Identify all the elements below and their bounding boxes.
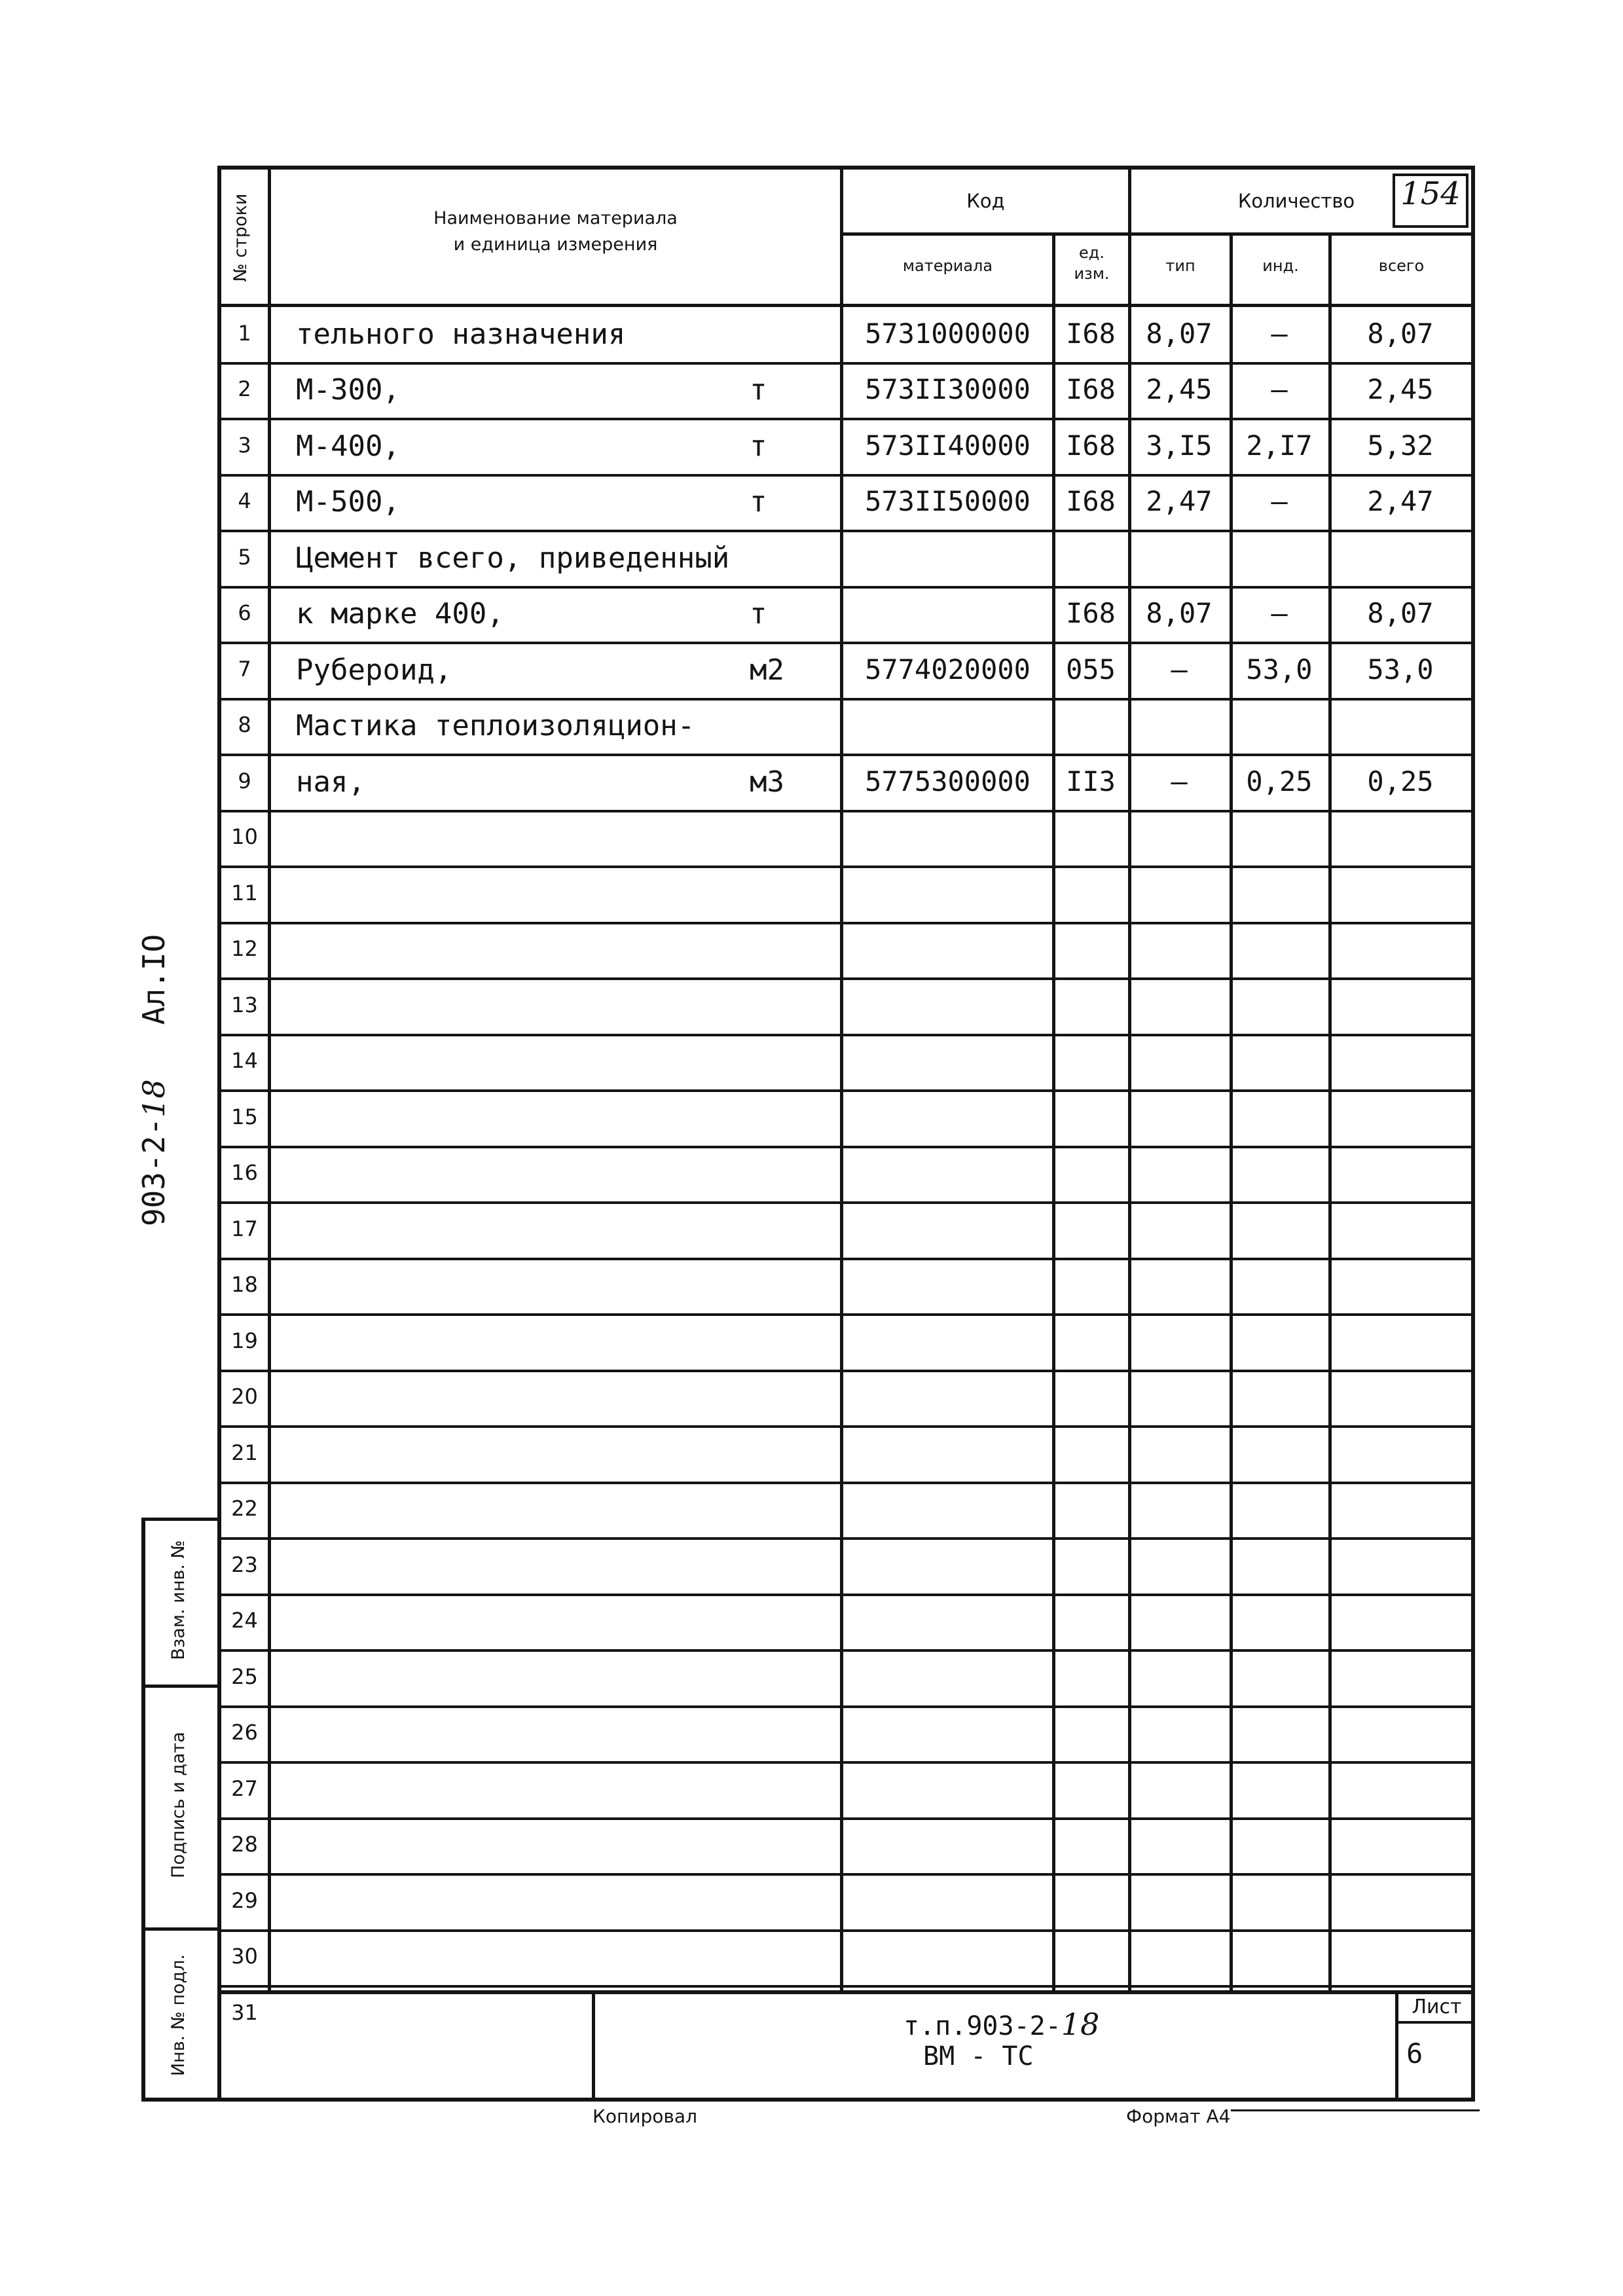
cell-ind: 2,I7 [1246,429,1313,462]
cell-unit: т [750,373,767,407]
cell-n: 7 [238,656,251,682]
row-separator [221,1649,1471,1652]
cell-name: к марке 400, [296,597,504,631]
side-code-hand: 18 [136,1079,172,1118]
cell-n: 14 [231,1048,258,1074]
cell-n: 16 [231,1160,258,1186]
header-qty-ind: инд. [1262,257,1299,275]
side-album: Ал.IO [136,934,172,1025]
cell-code: 573II40000 [865,429,1030,462]
sheet-label: Лист [1412,1995,1462,2018]
cell-unit: т [750,485,767,519]
cell-code: 5775300000 [865,765,1030,797]
cell-n: 20 [231,1384,258,1410]
row-separator [221,1537,1471,1540]
cell-n: 24 [231,1608,258,1633]
cell-name: Мастика теплоизоляцион- [296,709,695,743]
cell-ed: I68 [1066,597,1116,630]
cell-unit: т [750,597,767,631]
cell-ind: – [1271,317,1288,350]
cell-n: 1 [238,320,251,346]
cell-n: 11 [231,880,258,905]
row-separator [221,1985,1471,1988]
row-separator [221,1482,1471,1484]
cell-n: 12 [231,936,258,962]
cell-n: 18 [231,1272,258,1298]
row-separator [221,1761,1471,1764]
page-number-handwritten: 154 [1400,175,1461,212]
cell-ed: I68 [1066,317,1116,350]
cell-ed: I68 [1066,485,1116,518]
cell-n: 4 [238,488,251,514]
row-separator [221,1817,1471,1820]
cell-ind: 53,0 [1246,653,1313,685]
cell-n: 27 [231,1776,258,1801]
row-separator [221,418,1471,420]
cell-ind: – [1271,597,1288,630]
cell-name: М-400, [296,429,400,463]
row-separator [221,1146,1471,1148]
cell-name: М-500, [296,485,400,519]
cell-ind: 0,25 [1246,765,1313,797]
cell-name: Рубероид, [296,653,452,687]
header-code-label: Код [966,190,1005,212]
row-separator [221,530,1471,532]
title-doc-line2: ВМ - ТС [923,2041,1034,2071]
row-separator [221,1929,1471,1932]
cell-code: 5774020000 [865,653,1030,685]
cell-unit: м2 [750,653,784,687]
cell-name: тельного назначения [296,317,626,351]
row-separator [221,642,1471,644]
cell-total: 8,07 [1367,317,1434,350]
cell-n: 17 [231,1216,258,1241]
row-separator [221,810,1471,812]
header-code-material: материала [902,257,993,275]
cell-n: 9 [238,768,251,793]
cell-ind: – [1271,485,1288,518]
cell-ed: II3 [1066,765,1116,797]
cell-typ: 3,I5 [1146,429,1213,462]
header-qty-total: всего [1378,257,1425,275]
cell-n: 10 [231,824,258,850]
cell-n: 23 [231,1552,258,1577]
side-gap [136,1025,172,1079]
cell-total: 0,25 [1367,765,1434,797]
cell-total: 8,07 [1367,597,1434,630]
row-separator [221,866,1471,868]
cell-total: 2,45 [1367,373,1434,406]
cell-typ: – [1171,653,1188,685]
row-separator [221,1425,1471,1428]
cell-typ: – [1171,765,1188,797]
row-separator [221,1034,1471,1036]
row-separator [221,754,1471,756]
row-separator [221,1705,1471,1708]
cell-total: 53,0 [1367,653,1434,685]
cell-typ: 8,07 [1146,597,1213,630]
cell-ind: – [1271,373,1288,406]
row-separator [221,474,1471,477]
side-code: 903-2- [136,1117,172,1227]
footer-copied: Копировал [593,2105,697,2127]
cell-code: 5731000000 [865,317,1030,350]
row-separator [221,922,1471,924]
cell-typ: 2,47 [1146,485,1213,518]
cell-code: 573II50000 [865,485,1030,518]
cell-typ: 2,45 [1146,373,1213,406]
cell-ed: I68 [1066,373,1116,406]
header-row-no-label: № строки [230,193,251,282]
row-separator [221,698,1471,701]
footer-format: Формат А4 [1126,2105,1231,2127]
cell-n: 6 [238,600,251,626]
cell-n: 3 [238,432,251,458]
cell-total: 2,47 [1367,485,1434,518]
row-separator [221,1258,1471,1260]
cell-unit: м3 [750,765,784,799]
cell-ed: 055 [1066,653,1116,685]
row-separator [221,586,1471,589]
cell-name: ная, [296,765,365,799]
header-name-label-1: Наименование материала [433,208,678,228]
row-separator [221,1370,1471,1372]
sheet-number: 6 [1406,2037,1423,2069]
cell-n: 22 [231,1496,258,1522]
cell-n: 5 [238,544,251,570]
stamp-inv: Инв. № подл. [168,1954,189,2077]
header-quantity-label: Количество [1237,190,1355,212]
cell-n: 13 [231,992,258,1017]
cell-n: 29 [231,1887,258,1913]
header-qty-type: тип [1165,257,1195,275]
cell-n: 19 [231,1328,258,1353]
row-separator [221,1313,1471,1316]
cell-n: 25 [231,1664,258,1689]
cell-typ: 8,07 [1146,317,1213,350]
cell-ed: I68 [1066,429,1116,462]
cell-name: М-300, [296,373,400,407]
title-doc-line1 [903,2007,1099,2042]
cell-n: 30 [231,1944,258,1969]
cell-n: 26 [231,1720,258,1745]
cell-n: 31 [231,1999,258,2025]
side-document-label [136,910,175,1250]
cell-n: 15 [231,1104,258,1129]
row-separator [221,1594,1471,1596]
cell-unit: т [750,429,767,463]
row-separator [221,1201,1471,1204]
cell-n: 8 [238,712,251,738]
cell-total: 5,32 [1367,429,1434,462]
stamp-vzam: Взам. инв. № [168,1540,189,1660]
title-doc-code: т.п.903-2- [903,2011,1061,2041]
row-separator [221,1089,1471,1092]
header-name-label-2: и единица измерения [453,234,658,255]
title-doc-hand: 18 [1061,2007,1100,2042]
row-separator [221,362,1471,365]
cell-code: 573II30000 [865,373,1030,406]
cell-n: 21 [231,1440,258,1465]
cell-n: 2 [238,376,251,402]
header-code-unit-1: ед. [1079,244,1104,262]
cell-n: 28 [231,1832,258,1857]
row-separator [221,977,1471,980]
header-code-unit-2: изм. [1074,264,1110,283]
row-separator [221,1873,1471,1876]
cell-name: Цемент всего, приведенный [296,541,730,575]
stamp-podpis: Подпись и дата [168,1732,189,1878]
